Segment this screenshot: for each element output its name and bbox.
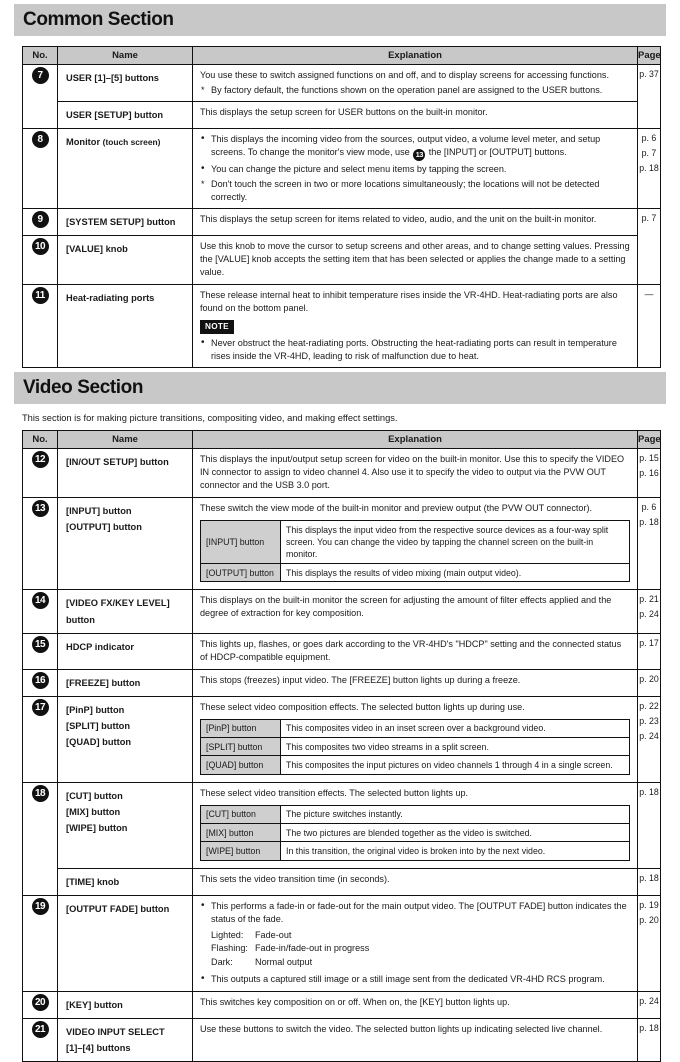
table-row xyxy=(23,669,661,696)
explanation-paragraph: These select video composition effects. The selected button lights up during use. xyxy=(200,701,525,712)
control-name: Monitor xyxy=(66,137,101,148)
table-row xyxy=(23,208,661,235)
page-reference: p. 6 xyxy=(641,133,657,144)
explanation-cell xyxy=(193,65,638,102)
explanation-paragraph: These select video transition effects. The selected button lights up. xyxy=(200,787,469,798)
explanation-bullet: • This outputs a captured still image or a still image sent from the dedicated VR-4HD RCS program. xyxy=(200,973,630,986)
control-name-cell xyxy=(58,129,193,209)
control-name-cell xyxy=(58,208,193,235)
table-row xyxy=(23,895,661,991)
definition-row xyxy=(211,929,630,943)
nested-row-label: [OUTPUT] button xyxy=(201,564,281,582)
row-number-cell xyxy=(23,284,58,368)
row-number-badge: 7 xyxy=(32,67,49,84)
row-number-cell xyxy=(23,590,58,634)
page-reference-cell xyxy=(638,590,661,634)
note-block xyxy=(200,316,630,337)
row-number-cell xyxy=(23,991,58,1018)
explanation-paragraph: You use these to switch assigned functions on and off, and to display screens for accessing functions. xyxy=(200,70,609,80)
control-name: HDCP indicator xyxy=(66,641,135,652)
nested-table-row xyxy=(201,805,630,823)
column-header-page: Page xyxy=(638,431,661,449)
bullet-text-after: the [INPUT] or [OUTPUT] buttons. xyxy=(426,146,567,157)
page-reference: p. 37 xyxy=(639,69,659,79)
row-number-badge: 13 xyxy=(32,500,49,517)
nested-row-label: [QUAD] button xyxy=(201,756,281,774)
control-name-cell xyxy=(58,895,193,991)
page-reference: p. 22 xyxy=(639,700,659,711)
control-name-cell xyxy=(58,669,193,696)
control-name-line: [1]–[4] buttons xyxy=(66,1043,131,1054)
control-name-line: [WIPE] button xyxy=(66,823,128,834)
column-header-no: No. xyxy=(23,47,58,65)
control-name-cell xyxy=(58,235,193,284)
table-row xyxy=(23,1018,661,1062)
table-row xyxy=(23,284,661,368)
explanation-paragraph: This displays the input/output setup screen for video on the built-in monitor. Use this to specify the VIDEO IN connector to assign to video channel 4. Also use it to specify the video to output via the PVW OUT connector and the USB 3.0 port. xyxy=(200,454,625,491)
definition-row xyxy=(211,942,630,956)
column-header-explanation: Explanation xyxy=(193,431,638,449)
page-reference-cell xyxy=(638,65,661,129)
control-name-cell xyxy=(58,449,193,498)
explanation-bullet: • This performs a fade-in or fade-out for the main output video. The [OUTPUT FADE] button indicates the status of the fade. xyxy=(200,900,630,926)
page-reference-cell xyxy=(638,782,661,868)
nested-table-row xyxy=(201,824,630,842)
control-name-cell xyxy=(58,101,193,128)
control-name-line: [PinP] button xyxy=(66,704,125,715)
row-number-badge: 20 xyxy=(32,994,49,1011)
page-reference-cell xyxy=(638,284,661,368)
inline-reference-badge-13: 13 xyxy=(413,149,425,161)
row-number-badge: 14 xyxy=(32,592,49,609)
control-name-cell xyxy=(58,284,193,368)
explanation-paragraph: This sets the video transition time (in seconds). xyxy=(200,873,390,884)
document-page xyxy=(0,4,680,1054)
page-reference-cell xyxy=(638,498,661,590)
sections-container xyxy=(0,4,680,1062)
explanation-cell xyxy=(193,590,638,634)
row-number-badge: 10 xyxy=(32,238,49,255)
control-name-line: [TIME] knob xyxy=(66,876,120,887)
row-number-cell xyxy=(23,633,58,669)
row-number-badge: 12 xyxy=(32,451,49,468)
page-reference: p. 21 xyxy=(639,594,659,605)
control-name: [VIDEO FX/KEY LEVEL] button xyxy=(66,598,170,625)
nested-row-description: The picture switches instantly. xyxy=(281,805,630,823)
explanation-cell xyxy=(193,633,638,669)
control-name: [VALUE] knob xyxy=(66,243,128,254)
nested-table-row xyxy=(201,719,630,737)
control-name-cell xyxy=(58,498,193,590)
explanation-paragraph: Use these buttons to switch the video. The selected button lights up indicating selected live channel. xyxy=(200,1023,603,1034)
table-row xyxy=(23,991,661,1018)
nested-table-row xyxy=(201,842,630,860)
control-name-cell xyxy=(58,590,193,634)
row-number-cell xyxy=(23,208,58,235)
column-header-no: No. xyxy=(23,431,58,449)
nested-definition-table xyxy=(200,805,630,861)
definition-value: Fade-out xyxy=(255,929,292,940)
control-name: [KEY] button xyxy=(66,999,123,1010)
page-reference-cell xyxy=(638,1018,661,1062)
row-number-cell xyxy=(23,1018,58,1062)
row-number-cell xyxy=(23,782,58,895)
nested-row-label: [PinP] button xyxy=(201,719,281,737)
explanation-footnote: * By factory default, the functions shown on the operation panel are assigned to the USER buttons. xyxy=(200,84,630,97)
page-reference: p. 20 xyxy=(639,673,659,684)
row-number-cell xyxy=(23,498,58,590)
table-row xyxy=(23,101,661,128)
control-name-line: [INPUT] button xyxy=(66,506,132,517)
page-reference: p. 18 xyxy=(639,1022,659,1033)
row-number-badge: 17 xyxy=(32,699,49,716)
bullet-text-before: This displays the incoming video from the sources, output video, a volume level meter, and setup screens. To change the monitor's view mode, use xyxy=(211,134,601,157)
definition-row xyxy=(211,956,630,970)
spec-table-video-section xyxy=(22,430,661,1062)
row-number-badge: 21 xyxy=(32,1021,49,1038)
explanation-paragraph: This stops (freezes) input video. The [FREEZE] button lights up during a freeze. xyxy=(200,674,521,685)
explanation-cell xyxy=(193,669,638,696)
control-name: [OUTPUT FADE] button xyxy=(66,903,170,914)
note-badge: NOTE xyxy=(200,320,234,334)
page-reference: p. 6 xyxy=(641,502,657,513)
row-number-cell xyxy=(23,895,58,991)
row-number-cell xyxy=(23,235,58,284)
definition-value: Normal output xyxy=(255,956,313,967)
page-reference: p. 18 xyxy=(639,872,659,883)
nested-row-description: The two pictures are blended together as the video is switched. xyxy=(281,824,630,842)
row-number-cell xyxy=(23,696,58,782)
row-number-cell xyxy=(23,449,58,498)
control-name-cell xyxy=(58,991,193,1018)
nested-row-label: [CUT] button xyxy=(201,805,281,823)
nested-row-label: [SPLIT] button xyxy=(201,738,281,756)
table-row xyxy=(23,235,661,284)
control-name-line: VIDEO INPUT SELECT xyxy=(66,1026,165,1037)
page-reference: p. 7 xyxy=(641,148,657,159)
column-header-name: Name xyxy=(58,431,193,449)
control-name: USER [1]–[5] buttons xyxy=(66,73,159,83)
table-header-row xyxy=(23,431,661,449)
page-reference-cell xyxy=(638,633,661,669)
row-number-badge: 9 xyxy=(32,211,49,228)
explanation-bullet xyxy=(200,133,630,161)
page-reference: p. 18 xyxy=(639,786,659,797)
page-reference-cell xyxy=(638,895,661,991)
nested-row-label: [INPUT] button xyxy=(201,521,281,564)
explanation-paragraph: This displays on the built-in monitor the screen for adjusting the amount of filter effects applied and the degree of extraction for key composition. xyxy=(200,595,612,619)
section-title: Common Section xyxy=(23,9,174,30)
row-number-badge: 8 xyxy=(32,131,49,148)
table-row xyxy=(23,65,661,102)
explanation-paragraph: This displays the setup screen for items related to video, audio, and the unit on the built-in monitor. xyxy=(200,213,597,224)
explanation-bullet: • Never obstruct the heat-radiating ports. Obstructing the heat-radiating ports can result in temperature rises inside the VR-4HD, leading to risk of malfunction due to heat. xyxy=(200,337,630,363)
explanation-footnote: * Don't touch the screen in two or more locations simultaneously; the locations will not be detected correctly. xyxy=(200,178,630,204)
table-row xyxy=(23,633,661,669)
nested-row-description: This displays the input video from the respective source devices as a four-way split screen. You can change the video by tapping the channel screen on the built-in monitor. xyxy=(281,521,630,564)
control-name-cell xyxy=(58,868,193,895)
explanation-paragraph: These switch the view mode of the built-in monitor and preview output (the PVW OUT connector). xyxy=(200,503,593,514)
section-intro: This section is for making picture transitions, compositing video, and making effect settings. xyxy=(22,413,398,424)
explanation-paragraph: This displays the setup screen for USER buttons on the built-in monitor. xyxy=(200,106,488,117)
nested-row-description: This displays the results of video mixing (main output video). xyxy=(281,564,630,582)
explanation-cell xyxy=(193,235,638,284)
control-name-line: [OUTPUT] button xyxy=(66,522,142,533)
nested-table-row xyxy=(201,564,630,582)
definition-value: Fade-in/fade-out in progress xyxy=(255,943,370,954)
explanation-cell xyxy=(193,991,638,1018)
control-name-line: [SPLIT] button xyxy=(66,721,131,732)
page-reference: p. 15 xyxy=(639,453,659,464)
control-name-cell xyxy=(58,633,193,669)
nested-definition-table xyxy=(200,719,630,775)
page-reference-cell xyxy=(638,208,661,284)
page-reference-cell xyxy=(638,991,661,1018)
control-name: [SYSTEM SETUP] button xyxy=(66,216,176,227)
section-title: Video Section xyxy=(23,377,144,399)
spec-table-common-section xyxy=(22,46,661,368)
explanation-cell xyxy=(193,208,638,235)
row-number-cell xyxy=(23,129,58,209)
table-row xyxy=(23,129,661,209)
explanation-cell xyxy=(193,782,638,868)
row-number-badge: 19 xyxy=(32,898,49,915)
page-reference: p. 24 xyxy=(639,995,659,1006)
explanation-bullet: • You can change the picture and select menu items by tapping the screen. xyxy=(200,163,630,176)
row-number-badge: 15 xyxy=(32,636,49,653)
table-row xyxy=(23,782,661,868)
explanation-paragraph: These release internal heat to inhibit temperature rises inside the VR-4HD. Heat-radiating ports are also found on the bottom panel. xyxy=(200,289,618,313)
table-row xyxy=(23,498,661,590)
nested-row-description: This composites the input pictures on video channels 1 through 4 in a single screen. xyxy=(281,756,630,774)
control-name-suffix: (touch screen) xyxy=(102,137,161,148)
explanation-cell xyxy=(193,449,638,498)
control-name: [IN/OUT SETUP] button xyxy=(66,457,169,468)
page-reference: — xyxy=(644,288,654,299)
explanation-paragraph: This switches key composition on or off. When on, the [KEY] button lights up. xyxy=(200,996,510,1007)
explanation-cell xyxy=(193,129,638,209)
column-header-page: Page xyxy=(638,47,661,65)
page-reference: p. 7 xyxy=(641,212,657,223)
page-reference-cell xyxy=(638,696,661,782)
row-number-badge: 18 xyxy=(32,785,49,802)
nested-row-description: This composites two video streams in a split screen. xyxy=(281,738,630,756)
nested-table-row xyxy=(201,738,630,756)
page-reference: p. 16 xyxy=(639,468,659,479)
page-reference: p. 19 xyxy=(639,899,659,910)
row-number-badge: 11 xyxy=(32,287,49,304)
page-reference: p. 24 xyxy=(639,730,659,741)
explanation-paragraph: This lights up, flashes, or goes dark according to the VR-4HD's "HDCP" setting and the connected status of HDCP-compatible equipment. xyxy=(200,638,622,662)
explanation-cell xyxy=(193,895,638,991)
control-name-cell xyxy=(58,782,193,868)
nested-row-label: [MIX] button xyxy=(201,824,281,842)
explanation-cell xyxy=(193,101,638,128)
row-number-cell xyxy=(23,669,58,696)
table-row xyxy=(23,449,661,498)
page-reference: p. 20 xyxy=(639,914,659,925)
page-reference-cell xyxy=(638,449,661,498)
section-banner-common-section xyxy=(14,4,666,36)
control-name-cell xyxy=(58,65,193,102)
table-row xyxy=(23,868,661,895)
nested-row-description: In this transition, the original video is broken into by the next video. xyxy=(281,842,630,860)
explanation-paragraph: Use this knob to move the cursor to setup screens and other areas, and to change setting values. Pressing the [VALUE] knob accepts the setting item that has been selected or applies the change made to a setting value. xyxy=(200,240,630,277)
row-number-badge: 16 xyxy=(32,672,49,689)
definition-key: Flashing: xyxy=(211,943,248,954)
explanation-cell xyxy=(193,696,638,782)
control-name-cell xyxy=(58,1018,193,1062)
table-row xyxy=(23,590,661,634)
page-reference: p. 17 xyxy=(639,637,659,648)
page-reference: p. 18 xyxy=(639,162,659,173)
nested-row-label: [WIPE] button xyxy=(201,842,281,860)
column-header-name: Name xyxy=(58,47,193,65)
row-number-cell xyxy=(23,65,58,129)
control-name-line: [QUAD] button xyxy=(66,737,132,748)
page-reference-cell xyxy=(638,129,661,209)
control-name: USER [SETUP] button xyxy=(66,109,164,120)
control-name-line: [CUT] button xyxy=(66,790,123,801)
definition-key: Dark: xyxy=(211,956,233,967)
page-reference: p. 18 xyxy=(639,517,659,528)
nested-row-description: This composites video in an inset screen over a background video. xyxy=(281,719,630,737)
nested-table-row xyxy=(201,521,630,564)
page-reference: p. 23 xyxy=(639,715,659,726)
explanation-cell xyxy=(193,868,638,895)
explanation-cell xyxy=(193,498,638,590)
explanation-cell xyxy=(193,1018,638,1062)
column-header-explanation: Explanation xyxy=(193,47,638,65)
page-reference: p. 24 xyxy=(639,609,659,620)
nested-definition-table xyxy=(200,520,630,582)
table-header-row xyxy=(23,47,661,65)
control-name-line: [MIX] button xyxy=(66,807,121,818)
definition-key: Lighted: xyxy=(211,929,244,940)
page-reference-cell xyxy=(638,669,661,696)
control-name-cell xyxy=(58,696,193,782)
explanation-cell xyxy=(193,284,638,368)
control-name: Heat-radiating ports xyxy=(66,292,155,303)
page-reference-cell xyxy=(638,868,661,895)
control-name: [FREEZE] button xyxy=(66,677,141,688)
section-banner-video-section xyxy=(14,372,666,404)
nested-table-row xyxy=(201,756,630,774)
table-row xyxy=(23,696,661,782)
fade-status-definition-list xyxy=(211,929,630,970)
